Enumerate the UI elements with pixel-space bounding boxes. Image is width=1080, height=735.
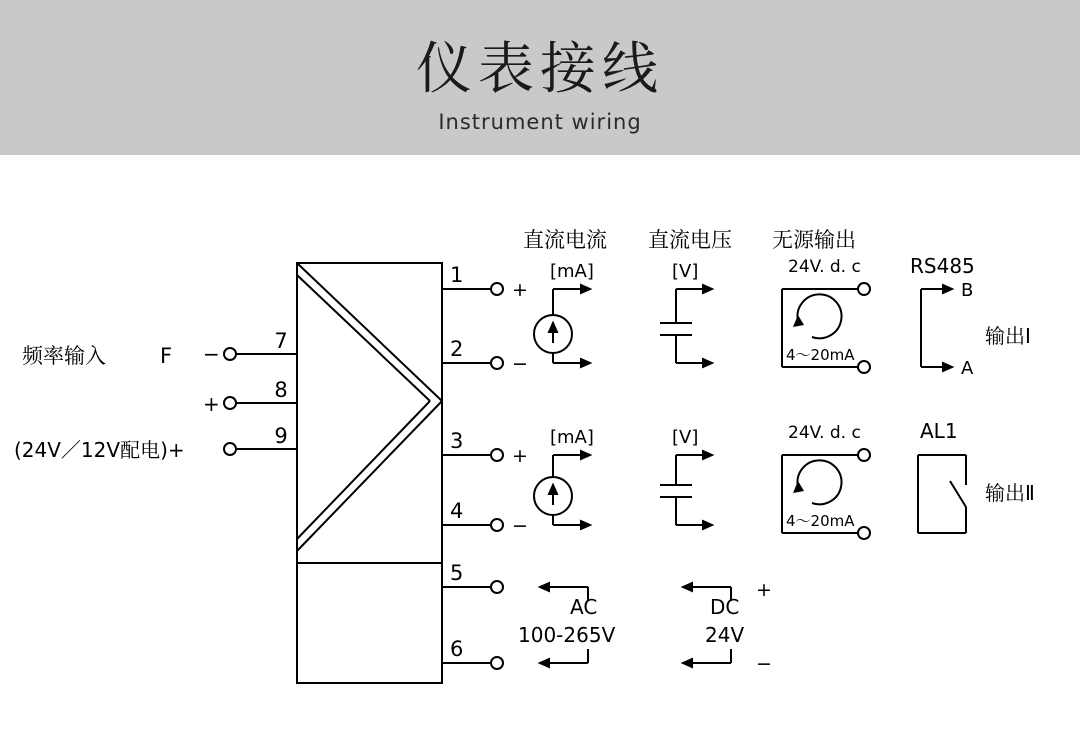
power-input-label: (24V／12V配电)+ <box>14 438 185 462</box>
terminal-number-5: 5 <box>450 561 464 585</box>
terminal-number-6: 6 <box>450 637 464 661</box>
dc-minus-sign: − <box>756 653 772 675</box>
terminal-4-sign: − <box>512 515 528 537</box>
passive-range-label-2: 4～20mA <box>786 512 855 530</box>
dc-value: 24V <box>705 623 745 647</box>
column-header-dc-current: 直流电流 <box>523 228 607 252</box>
dc-current-label-1: [mA] <box>550 261 594 282</box>
terminal-number-9: 9 <box>274 424 288 448</box>
al1-block <box>918 419 1035 533</box>
page-subtitle: Instrument wiring <box>438 110 642 134</box>
terminal-number-8: 8 <box>274 378 288 402</box>
passive-output-block-1 <box>782 257 870 373</box>
terminal-3-sign: + <box>512 445 528 467</box>
instrument-body-lower <box>297 563 442 683</box>
output-2-label: 输出Ⅱ <box>985 481 1035 505</box>
dc-current-block-2 <box>534 427 594 529</box>
dc-voltage-label-2: [V] <box>672 427 699 448</box>
dc-voltage-label-1: [V] <box>672 261 699 282</box>
rs485-block <box>910 254 1031 379</box>
terminal-1-sign: + <box>512 279 528 301</box>
terminal-8-sign: + <box>203 392 220 416</box>
terminal-number-2: 2 <box>450 337 464 361</box>
freq-input-symbol: F <box>160 344 173 368</box>
output-1-label: 输出Ⅰ <box>985 324 1031 348</box>
rs485-label: RS485 <box>910 254 975 278</box>
dc-current-block-1 <box>534 261 594 367</box>
rs485-terminal-a: A <box>961 358 974 379</box>
ac-label: AC <box>570 595 598 619</box>
dc-power-block <box>683 579 772 675</box>
al1-label: AL1 <box>920 419 958 443</box>
freq-input-label: 频率输入 <box>22 344 106 368</box>
ac-power-block <box>518 583 616 667</box>
wiring-diagram <box>0 155 1080 735</box>
instrument-body-upper <box>297 263 442 563</box>
terminal-2-sign: − <box>512 353 528 375</box>
passive-output-block-2 <box>782 423 870 539</box>
dc-label: DC <box>710 595 740 619</box>
dc-voltage-block-2 <box>660 427 712 529</box>
dc-voltage-block-1 <box>660 261 712 367</box>
column-header-passive-output: 无源输出 <box>772 228 856 252</box>
passive-supply-label-1: 24V. d. c <box>788 257 861 277</box>
terminal-7-sign: − <box>203 342 220 366</box>
terminal-number-3: 3 <box>450 429 464 453</box>
terminal-number-1: 1 <box>450 263 464 287</box>
dc-plus-sign: + <box>756 579 772 601</box>
terminal-number-4: 4 <box>450 499 464 523</box>
passive-range-label-1: 4～20mA <box>786 346 855 364</box>
column-header-dc-voltage: 直流电压 <box>648 228 732 252</box>
terminal-number-7: 7 <box>274 329 288 353</box>
page-title: 仪表接线 <box>416 37 664 102</box>
ac-value: 100-265V <box>518 623 616 647</box>
dc-current-label-2: [mA] <box>550 427 594 448</box>
passive-supply-label-2: 24V. d. c <box>788 423 861 443</box>
rs485-terminal-b: B <box>961 280 974 301</box>
